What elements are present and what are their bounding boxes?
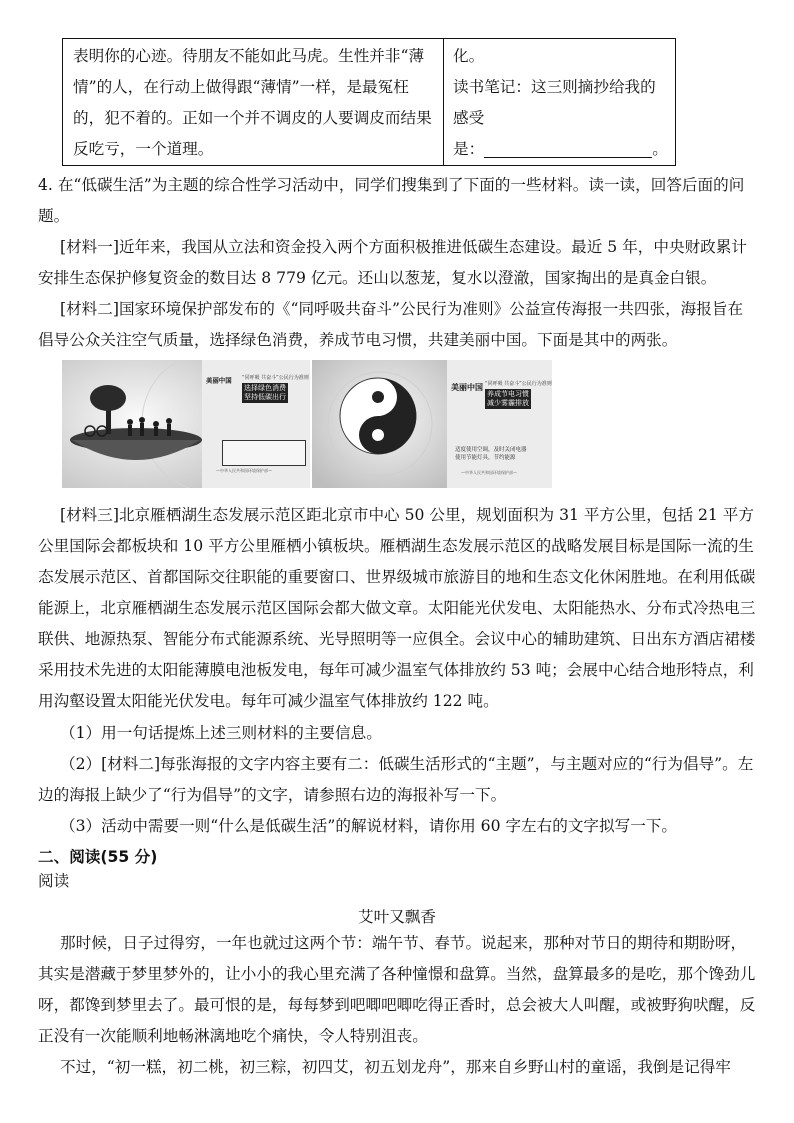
excerpt-line: 反吃亏，一个道理。 (73, 140, 214, 158)
answer-blank[interactable] (484, 139, 652, 158)
reading-paragraph-1: 那时候，日子过得穷，一年也就过这两个节：端午节、春节。说起来，那种对节日的期待和期盼呀，其实是潜藏于梦里梦外的，让小小的我心里充满了各种憧憬和盘算。当然，盘算最多的是吃，那个馋劲儿呀，都馋到梦里去了。最可恨的是，每每梦到吧唧吧唧吃得正香时，总会被大人叫醒，或被野狗吠醒，反正没有一次能顺利地畅淋漓地吃个痛快，令人特别沮丧。 (38, 934, 756, 1045)
question-4-intro: 4. 在“低碳生活”为主题的综合性学习活动中，同学们搜集到了下面的一些材料。读一读，回答后面的问题。 (38, 176, 745, 225)
sub-question-3: （3）活动中需要一则“什么是低碳生活”的解说材料，请你用 60 字左右的文字拟写一下。 (60, 817, 677, 835)
section-2-heading: 二、阅读(55 分) (38, 848, 158, 866)
note-line: 感受 (453, 109, 485, 127)
section-2-sub: 阅读 (38, 872, 70, 890)
excerpt-text-cell (73, 41, 443, 165)
reading-title: 艾叶又飘香 (358, 908, 436, 926)
reading-paragraph-2: 不过，“初一糕，初二桃，初三粽，初四艾，初五划龙舟”，那来自乡野山村的童谣，我倒是记得牢 (60, 1058, 731, 1076)
excerpt-line: 情”的人，在行动上做得跟“薄情”一样，是最冤枉 (73, 78, 409, 96)
poster-left-theme-line: 坚持低碳出行 (244, 393, 286, 401)
excerpt-line: 表明你的心迹。待朋友不能如此马虎。生性并非“薄 (73, 47, 425, 65)
poster-right-brand: 美丽中国 (451, 383, 483, 392)
poster-left-text-panel (202, 360, 310, 488)
poster-left-brand: 美丽中国 (206, 376, 232, 384)
sub-question-1: （1）用一句话提炼上述三则材料的主要信息。 (60, 724, 382, 742)
excerpt-table (62, 38, 676, 166)
poster-right-advocacy-line: 适度使用空调，及时关闭电器 (455, 447, 527, 453)
poster-left-footer: —中华人民共和国环境保护部— (216, 468, 272, 473)
poster-right-footer: —中华人民共和国环境保护部— (461, 470, 517, 475)
reading-note-cell (453, 41, 668, 165)
poster-left-theme-line: 选择绿色消费 (244, 384, 286, 392)
poster-right (312, 360, 447, 488)
note-answer-suffix: 。 (652, 140, 668, 158)
material-1: [材料一]近年来，我国从立法和资金投入两个方面积极推进低碳生态建设。最近 5 年，中央财政累计安排生态保护修复资金的数目达 8 779 亿元。还山以葱茏，复水以澄澈，国家掏出的是真金白银。 (38, 238, 747, 287)
poster-right-illustration (312, 360, 447, 488)
table-divider (443, 39, 444, 165)
note-answer-prefix: 是： (453, 140, 485, 158)
poster-right-theme-line: 养成节电习惯 (487, 390, 529, 398)
poster-left-note: “同呼吸 共奋斗”公民行为准则 (242, 375, 309, 381)
poster-right-text-panel (447, 360, 552, 488)
poster-right-theme-line: 减少雾霾排放 (487, 399, 529, 407)
material-3: [材料三]北京雁栖湖生态发展示范区距北京市中心 50 公里，规划面积为 31 平方公里，包括 21 平方公里国际会都板块和 10 平方公里雁栖小镇板块。雁栖湖生态发展示范区的战略发展目标是国际一流的生态发展示范区、首都国际交往职能的重要窗口、世界级城市旅游目的地和生态文化休闲胜地。在利用低碳能源上，北京雁栖湖生态发展示范区国际会都大做文章。太阳能光伏发电、太阳能热水、分布式冷热电三联供、地源热泵、智能分布式能源系统、光导照明等一应俱全。会议中心的辅助建筑、日出东方酒店裙楼采用技术先进的太阳能薄膜电池板发电，每年可减少温室气体排放约 53 吨；会展中心结合地形特点，利用沟壑设置太阳能光伏发电。每年可减少温室气体排放约 122 吨。 (38, 506, 756, 710)
poster-right-advocacy-line: 使用节能灯具，节约能源 (455, 455, 516, 461)
poster-right-advocacy (455, 446, 527, 462)
material-2: [材料二]国家环境保护部发布的《“同呼吸共奋斗”公民行为准则》公益宣传海报一共四张，海报旨在倡导公众关注空气质量，选择绿色消费，养成节电习惯，共建美丽中国。下面是其中的两张。 (38, 300, 744, 349)
poster-left-theme (242, 383, 288, 403)
sub-question-2: （2）[材料二]每张海报的文字内容主要有二：低碳生活形式的“主题”，与主题对应的“行为倡导”。左边的海报上缺少了“行为倡导”的文字，请参照右边的海报补写一下。 (38, 755, 754, 804)
note-line: 化。 (453, 47, 485, 65)
note-answer-line (453, 134, 668, 165)
excerpt-line: 的，犯不着的。正如一个并不调皮的人要调皮而结果 (73, 109, 432, 127)
poster-right-note: “同呼吸 共奋斗”公民行为准则 (485, 381, 552, 387)
poster-left-blank-box[interactable] (222, 440, 306, 466)
note-line: 读书笔记：这三则摘抄给我的 (453, 78, 656, 96)
poster-right-theme (485, 389, 531, 409)
